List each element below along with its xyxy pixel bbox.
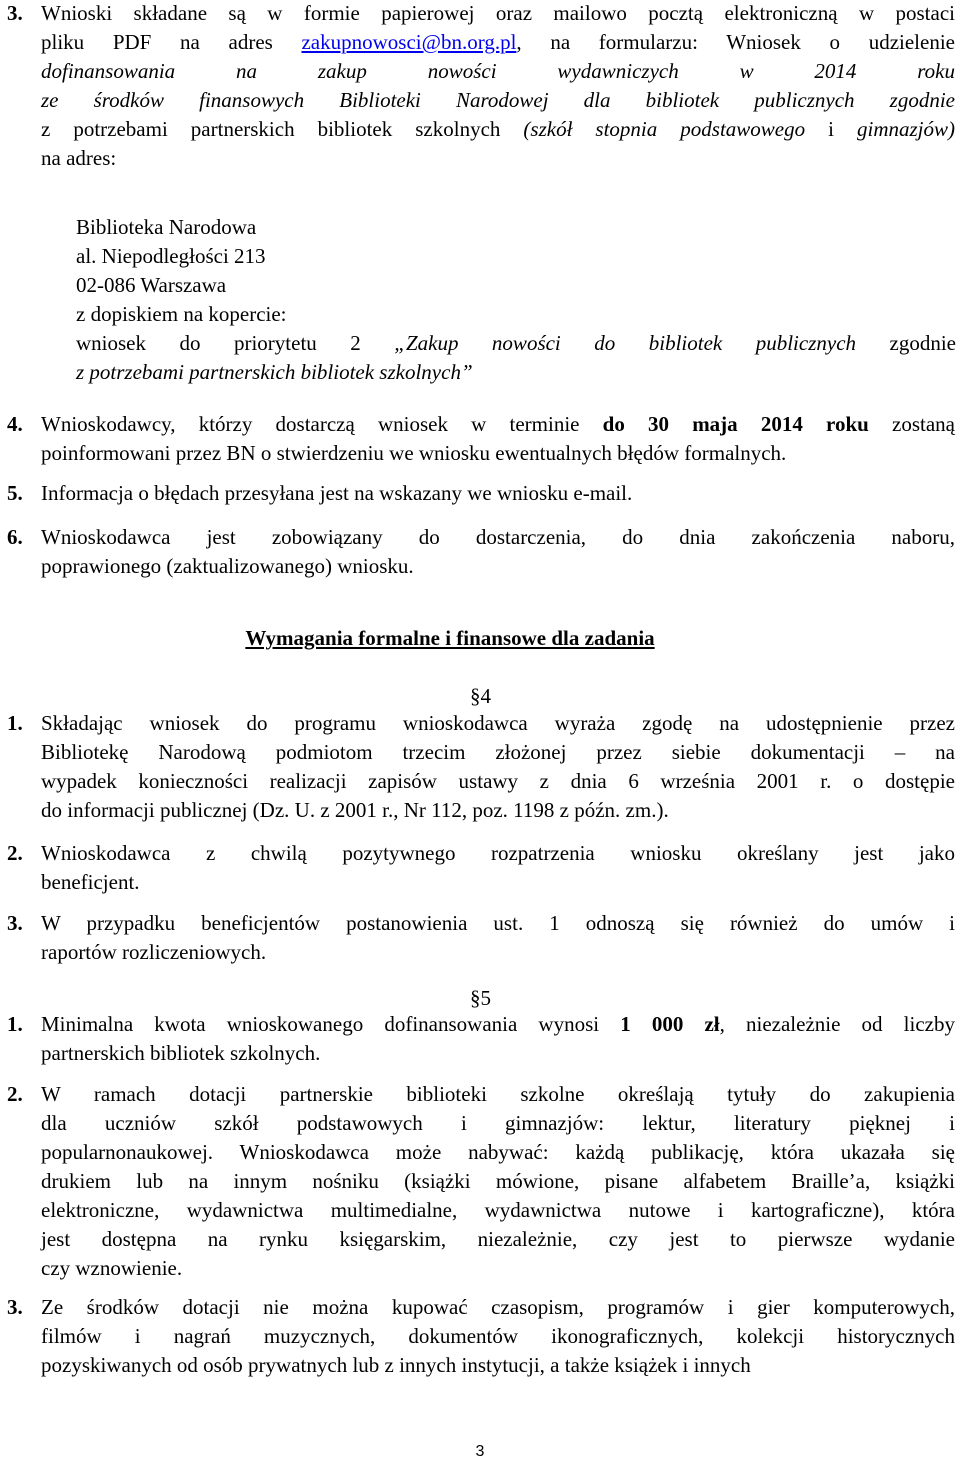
text-run: ze środków finansowych Biblioteki Narodowej dla bibliotek publicznych zgodnie: [41, 88, 955, 112]
text-run: zostaną: [868, 412, 955, 436]
item-text: [41, 0, 955, 173]
text-line: [41, 0, 955, 28]
text-line: [41, 738, 955, 767]
text-run: gimnazjów): [856, 117, 955, 141]
text-run: na adres:: [41, 146, 117, 170]
text-line: [41, 1225, 955, 1254]
list-item: [7, 839, 955, 897]
text-run: do informacji publicznej (Dz. U. z 2001 r., Nr 112, poz. 1198 z późn. zm.).: [41, 798, 669, 822]
text-line: [76, 213, 956, 242]
text-run: W ramach dotacji partnerskie biblioteki szkolne określają tytuły do zakupienia: [41, 1082, 955, 1106]
text-run: Biblioteka Narodowa: [76, 215, 257, 239]
text-run: dla uczniów szkół podstawowych i gimnazjów: lektur, literatury pięknej i: [41, 1111, 955, 1135]
item-number: 3.: [7, 1295, 23, 1319]
text-line: [41, 1293, 955, 1322]
text-run: Wnioski składane są w formie papierowej oraz mailowo pocztą elektroniczną w postaci: [41, 1, 955, 25]
item-number: 1.: [7, 1012, 23, 1036]
text-run: partnerskich bibliotek szkolnych.: [41, 1041, 321, 1065]
text-line: [76, 271, 956, 300]
item-text: [41, 709, 955, 825]
text-run: elektroniczne, wydawnictwa multimedialne, wydawnictwa nutowe i kartograficzne), która: [41, 1198, 955, 1222]
text-line: [41, 1196, 955, 1225]
list-item: [7, 1293, 955, 1380]
item-text: [41, 1293, 955, 1380]
text-line: [41, 868, 955, 897]
text-line: [76, 300, 956, 329]
text-run: z potrzebami partnerskich bibliotek szkolnych”: [76, 360, 473, 384]
text-line: [76, 358, 956, 387]
page-number: 3: [475, 1443, 485, 1460]
text-run: poinformowani przez BN o stwierdzeniu we wniosku ewentualnych błędów formalnych.: [41, 441, 787, 465]
list-item: [7, 523, 955, 581]
text-run: poprawionego (zaktualizowanego) wniosku.: [41, 554, 414, 578]
text-run: dofinansowania na zakup nowości wydawniczych w 2014 roku: [41, 59, 955, 83]
item-number: 3.: [7, 911, 23, 935]
text-run: Informacja o błędach przesyłana jest na wskazany we wniosku e-mail.: [41, 481, 633, 505]
text-run: popularnonaukowej. Wnioskodawca może nabywać: każdą publikację, która ukazała się: [41, 1140, 955, 1164]
text-line: [41, 909, 955, 938]
text-line: [41, 1351, 955, 1380]
text-run: beneficjent.: [41, 870, 140, 894]
list-item: [7, 0, 955, 173]
item-text: [41, 523, 955, 581]
list-item: [7, 909, 955, 967]
text-run: al. Niepodległości 213: [76, 244, 266, 268]
text-run: 1 000 zł: [620, 1012, 720, 1036]
item-text: [41, 479, 955, 508]
text-line: [41, 839, 955, 868]
text-run: 02-086 Warszawa: [76, 273, 227, 297]
text-run: pozyskiwanych od osób prywatnych lub z innych instytucji, a także książek i innych: [41, 1353, 751, 1377]
text-line: [41, 144, 955, 173]
text-run: wypadek konieczności realizacji zapisów ustawy z dnia 6 września 2001 r. o dostępie: [41, 769, 955, 793]
section-4-marker: §4: [470, 684, 491, 708]
item-number: 6.: [7, 525, 23, 549]
text-run: Składając wniosek do programu wnioskodawca wyraża zgodę na udostępnienie przez: [41, 711, 955, 735]
text-line: [41, 767, 955, 796]
section-heading: Wymagania formalne i finansowe dla zadania: [245, 626, 655, 650]
text-run: „Zakup nowości do bibliotek publicznych: [394, 331, 857, 355]
text-run: Minimalna kwota wnioskowanego dofinansowania wynosi: [41, 1012, 621, 1036]
text-line: [41, 479, 955, 508]
text-run: jest dostępna na rynku księgarskim, niezależnie, czy jest to pierwsze wydanie: [41, 1227, 955, 1251]
text-run: wniosek do priorytetu 2: [76, 331, 395, 355]
list-item: [7, 1080, 955, 1283]
text-run: Ze środków dotacji nie można kupować czasopism, programów i gier komputerowych,: [41, 1295, 955, 1319]
list-item: [7, 709, 955, 825]
list-item: [7, 479, 955, 508]
text-run: , niezależnie od liczby: [719, 1012, 955, 1036]
text-line: [41, 28, 955, 57]
text-run: Wnioskodawca z chwilą pozytywnego rozpatrzenia wniosku określany jest jako: [41, 841, 955, 865]
text-run: zgodnie: [856, 331, 956, 355]
text-run: (szkół stopnia podstawowego: [523, 117, 806, 141]
item-number: 4.: [7, 412, 23, 436]
item-text: [41, 1080, 955, 1283]
text-run: czy wznowienie.: [41, 1256, 183, 1280]
text-line: [41, 938, 955, 967]
list-item: [7, 410, 955, 468]
item-text: [41, 410, 955, 468]
text-run: Bibliotekę Narodową podmiotom trzecim złożonej przez siebie dokumentacji – na: [41, 740, 955, 764]
text-run: W przypadku beneficjentów postanowienia ust. 1 odnoszą się również do umów i: [41, 911, 955, 935]
text-line: [41, 1138, 955, 1167]
item-number: 2.: [7, 1082, 23, 1106]
text-line: [41, 1109, 955, 1138]
text-line: [76, 329, 956, 358]
text-line: [41, 709, 955, 738]
text-line: [41, 439, 955, 468]
text-run: Wnioskodawca jest zobowiązany do dostarczenia, do dnia zakończenia naboru,: [41, 525, 955, 549]
item-text: [41, 909, 955, 967]
section-5-marker: §5: [470, 986, 491, 1010]
text-line: [41, 1254, 955, 1283]
address-block: [76, 213, 956, 387]
text-run: raportów rozliczeniowych.: [41, 940, 267, 964]
text-run: , na formularzu: Wniosek o udzielenie: [516, 30, 955, 54]
text-run: i: [805, 117, 857, 141]
item-number: 3.: [7, 1, 23, 25]
list-item: [7, 1010, 955, 1068]
text-line: [41, 410, 955, 439]
text-line: [41, 796, 955, 825]
text-run: do 30 maja 2014 roku: [602, 412, 869, 436]
item-number: 2.: [7, 841, 23, 865]
text-line: [41, 552, 955, 581]
text-run: Wnioskodawcy, którzy dostarczą wniosek w terminie: [41, 412, 603, 436]
text-line: [41, 1322, 955, 1351]
item-text: [41, 839, 955, 897]
text-run: drukiem lub na innym nośniku (książki mówione, pisane alfabetem Braille’a, książki: [41, 1169, 955, 1193]
email-link[interactable]: zakupnowosci@bn.org.pl: [301, 30, 517, 54]
text-run: z potrzebami partnerskich bibliotek szkolnych: [41, 117, 524, 141]
item-text: [41, 1010, 955, 1068]
text-line: [41, 57, 955, 86]
text-line: [41, 1039, 955, 1068]
text-line: [41, 1080, 955, 1109]
text-run: filmów i nagrań muzycznych, dokumentów ikonograficznych, kolekcji historycznych: [41, 1324, 955, 1348]
text-line: [41, 523, 955, 552]
text-line: [41, 86, 955, 115]
text-run: pliku PDF na adres: [41, 30, 302, 54]
text-line: [41, 115, 955, 144]
text-line: [76, 242, 956, 271]
text-line: [41, 1010, 955, 1039]
text-run: z dopiskiem na kopercie:: [76, 302, 287, 326]
item-number: 5.: [7, 481, 23, 505]
item-number: 1.: [7, 711, 23, 735]
text-line: [41, 1167, 955, 1196]
